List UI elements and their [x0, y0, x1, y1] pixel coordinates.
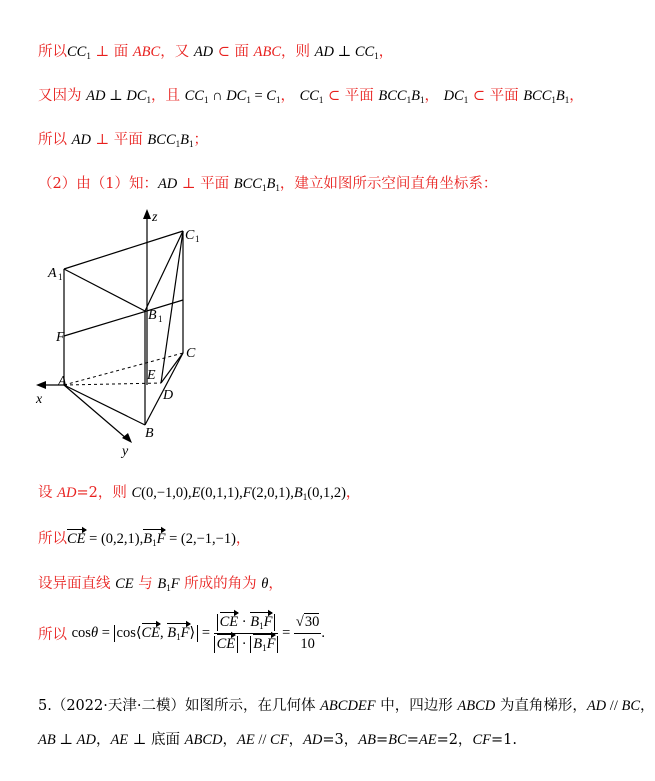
y-arrow — [122, 433, 132, 443]
solution-line-5: 设 AD=2，则 $C(0,-1,0),E(0,1,1),F(2,0,1),B_1(0,1,2)$， — [38, 485, 361, 502]
label-A: A — [58, 374, 67, 389]
result-fraction: $\frac{√30}{10}$ — [295, 614, 320, 652]
cos-fraction: $\frac{CE \cdot B_1F}{CE \cdot B_1F}$ — [214, 614, 279, 653]
x-arrow — [36, 381, 46, 389]
label-E: E — [147, 368, 156, 383]
label-D: D — [163, 388, 174, 403]
prism-coordinate-figure — [28, 205, 218, 460]
dashed-A-C — [64, 353, 183, 385]
solution-line-3: 所以 AD ⊥ 平面 $BCC_1B_1$； — [38, 132, 208, 149]
label-C: C — [186, 346, 196, 361]
solution-line-8: 所以 cosθ = cos⟨CE, $B_1F⟩$ = $\frac{CE \cdot B_1F}{CE \cdot B_1F}$ = $\frac{√30}{10}$ . — [38, 614, 325, 653]
label-A1: A — [48, 266, 57, 281]
solution-line-6: 所以CE = $(0,2,1),B_1F = (2,-1,-1)$， — [38, 531, 251, 548]
solution-line-2: 又因为 AD ⊥ $DC_1$，且 $CC_1$ ∩ $DC_1 = C_1$， $CC_1$ ⊂ 平面 $BCC_1B_1$， $DC_1$ ⊂ 平面 $BCC_1B_1$， — [38, 88, 584, 105]
label-y: y — [122, 444, 129, 459]
problem-5-line-2: AB ⊥ AD，AE ⊥ 底面 ABCD，AE // CF，AD=3，AB=BC=AE=2，CF=1. — [38, 732, 517, 748]
label-x: x — [36, 392, 43, 407]
label-B1: B — [148, 308, 157, 323]
label-B: B — [145, 426, 154, 441]
label-C1: C — [185, 228, 195, 243]
problem-5-line-1: 5.（2022·天津·二模）如图所示，在几何体 ABCDEF 中，四边形 ABCD 为直角梯形，AD // BC， — [38, 698, 655, 714]
z-arrow — [143, 209, 151, 219]
edge-A1-C1 — [64, 231, 183, 269]
label-A1-sub: 1 — [58, 272, 63, 282]
solution-line-7: 设异面直线 CE 与 $B_1F$ 所成的角为 θ， — [38, 576, 283, 593]
edge-A1-B1 — [64, 269, 145, 311]
label-F: F — [56, 330, 65, 345]
label-B1-sub: 1 — [158, 314, 163, 324]
solution-line-4: （2）由（1）知：AD ⊥ 平面 $BCC_1B_1$，建立如图所示空间直角坐标系： — [38, 176, 498, 193]
label-z: z — [152, 210, 158, 225]
solution-line-1: 所以$CC_1$ ⊥ 面 ABC，又 AD ⊂ 面 ABC，则 AD ⊥ $CC_1$， — [38, 44, 394, 61]
segment-F-C — [64, 300, 183, 336]
label-C1-sub: 1 — [195, 234, 200, 244]
